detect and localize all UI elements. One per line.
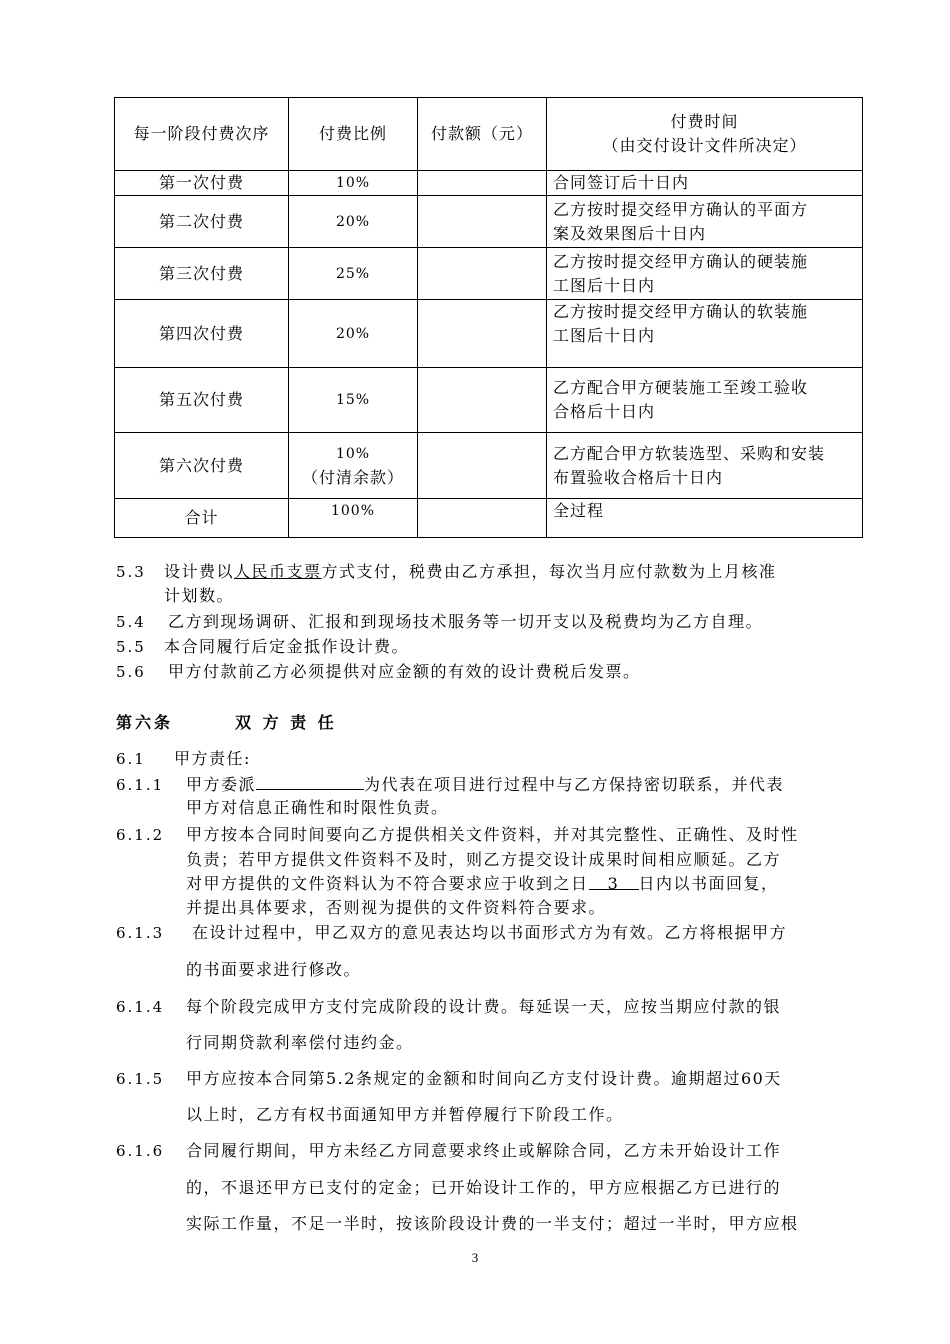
clause-number: 6.1.2 — [116, 826, 165, 844]
clause-number: 6.1.1 — [116, 776, 165, 794]
clause-text: 甲方应按本合同第5.2条规定的金额和时间向乙方支付设计费。逾期超过60天 — [186, 1069, 782, 1088]
section-6-1 — [116, 748, 251, 770]
clause-number: 6.1.5 — [116, 1070, 165, 1088]
representative-blank — [256, 773, 364, 790]
row-time — [547, 171, 863, 196]
row-amount — [418, 248, 547, 300]
clause-6-1-2 — [116, 824, 799, 846]
header-order: 每一阶段付费次序 — [115, 98, 289, 171]
clause-text: 本合同履行后定金抵作设计费。 — [164, 637, 410, 656]
row-time-line1: 乙方按时提交经甲方确认的平面方 — [553, 199, 809, 219]
clause-6-1-2-line3 — [186, 873, 779, 895]
clause-number: 5.3 — [116, 563, 146, 581]
article-6-heading — [116, 710, 337, 733]
clause-number: 6.1.3 — [116, 924, 165, 942]
clause-6-1-1-continued: 甲方对信息正确性和时限性负责。 — [186, 798, 449, 817]
payment-method-underlined: 人民币支票 — [234, 562, 322, 581]
clause-number: 6.1.4 — [116, 998, 165, 1016]
row-order: 第四次付费 — [115, 300, 289, 368]
row-time-line2: 布置验收合格后十日内 — [553, 467, 724, 487]
row-time-line2: 合格后十日内 — [553, 402, 656, 421]
table-total-row — [115, 499, 863, 538]
clause-text: 对甲方提供的文件资料认为不符合要求应于收到之日 — [186, 874, 589, 893]
clause-text: 每个阶段完成甲方支付完成阶段的设计费。每延误一天，应按当期应付款的银 — [186, 997, 782, 1016]
clause-6-1-1 — [116, 773, 784, 796]
row-order: 第二次付费 — [115, 196, 289, 248]
table-row — [115, 368, 863, 433]
clause-5-4 — [116, 611, 763, 633]
row-ratio: 25% — [289, 248, 418, 300]
clause-text: 合同履行期间，甲方未经乙方同意要求终止或解除合同，乙方未开始设计工作 — [186, 1141, 782, 1160]
row-amount — [418, 368, 547, 433]
row-time — [547, 248, 863, 300]
row-order: 第五次付费 — [115, 368, 289, 433]
row-ratio: 20% — [289, 300, 418, 368]
clause-6-1-4-line2: 行同期贷款利率偿付违约金。 — [186, 1033, 414, 1052]
payment-schedule-table — [114, 97, 863, 538]
clause-text: 甲方付款前乙方必须提供对应金额的有效的设计费税后发票。 — [168, 662, 641, 681]
clause-number: 6.1.6 — [116, 1142, 165, 1160]
row-time-line1: 乙方按时提交经甲方确认的软装施 — [553, 302, 809, 321]
clause-text: 甲方按本合同时间要向乙方提供相关文件资料，并对其完整性、正确性、及时性 — [186, 825, 799, 844]
table-row — [115, 171, 863, 196]
row-amount — [418, 499, 547, 538]
row-order: 第一次付费 — [115, 171, 289, 196]
row-time-line1: 乙方配合甲方软装选型、采购和安装 — [553, 443, 826, 463]
row-ratio: 100% — [289, 499, 418, 538]
clause-number: 5.5 — [116, 638, 146, 656]
clause-6-1-5 — [116, 1068, 782, 1090]
clause-text: 方式支付，税费由乙方承担，每次当月应付款数为上月核准 — [321, 562, 777, 581]
row-time — [547, 368, 863, 433]
clause-6-1-6-line2: 的，不退还甲方已支付的定金；已开始设计工作的，甲方应根据乙方已进行的 — [186, 1178, 782, 1197]
row-time-line1: 乙方配合甲方硬装施工至竣工验收 — [553, 378, 809, 397]
row-time-line1: 乙方按时提交经甲方确认的硬装施 — [553, 251, 809, 271]
row-time-line1: 合同签订后十日内 — [553, 173, 690, 192]
clause-text: 日内以书面回复， — [638, 874, 779, 893]
reply-days-value: 3 — [589, 873, 639, 890]
row-ratio: 10% — [289, 171, 418, 196]
header-time — [547, 98, 863, 171]
clause-6-1-2-line2: 负责；若甲方提供文件资料不及时，则乙方提交设计成果时间相应顺延。乙方 — [186, 850, 782, 869]
row-time-line2: 工图后十日内 — [553, 275, 656, 295]
clause-text: 乙方到现场调研、汇报和到现场技术服务等一切开支以及税费均为乙方自理。 — [168, 612, 764, 631]
row-time-line2: 案及效果图后十日内 — [553, 223, 707, 243]
clause-5-6 — [116, 661, 641, 683]
table-row — [115, 433, 863, 499]
clause-number: 5.6 — [116, 663, 146, 681]
row-amount — [418, 433, 547, 499]
table-row — [115, 196, 863, 248]
row-time-line1: 全过程 — [553, 501, 605, 520]
table-row — [115, 248, 863, 300]
row-ratio: 20% — [289, 196, 418, 248]
row-ratio: 15% — [289, 368, 418, 433]
clause-6-1-6-line3: 实际工作量，不足一半时，按该阶段设计费的一半支付；超过一半时，甲方应根 — [186, 1214, 799, 1233]
table-header-row — [115, 98, 863, 171]
header-ratio: 付费比例 — [289, 98, 418, 171]
row-ratio-value: 10% — [335, 445, 371, 462]
row-time — [547, 300, 863, 368]
page-number: 3 — [471, 1250, 479, 1265]
clause-5-5 — [116, 636, 409, 658]
header-amount: 付款额（元） — [418, 98, 547, 171]
row-time — [547, 433, 863, 499]
row-ratio-note: （付清余款） — [301, 467, 404, 487]
clause-6-1-3 — [116, 922, 787, 944]
clause-6-1-6 — [116, 1140, 781, 1162]
clause-text: 甲方责任: — [174, 749, 251, 768]
row-ratio — [289, 433, 418, 499]
clause-text: 甲方委派 — [186, 775, 257, 794]
clause-5-3-continued: 计划数。 — [164, 586, 235, 605]
row-amount — [418, 196, 547, 248]
row-time — [547, 196, 863, 248]
clause-6-1-5-line2: 以上时，乙方有权书面通知甲方并暂停履行下阶段工作。 — [186, 1105, 624, 1124]
row-amount — [418, 300, 547, 368]
header-time-line2: （由交付设计文件所决定） — [602, 136, 807, 155]
clause-text: 设计费以 — [164, 562, 235, 581]
clause-number: 5.4 — [116, 613, 146, 631]
clause-number: 6.1 — [116, 750, 146, 768]
clause-6-1-3-line2: 的书面要求进行修改。 — [186, 960, 362, 979]
table-row — [115, 300, 863, 368]
row-order: 合计 — [115, 499, 289, 538]
clause-text: 为代表在项目进行过程中与乙方保持密切联系，并代表 — [364, 775, 785, 794]
clause-6-1-2-line4: 并提出具体要求，否则视为提供的文件资料符合要求。 — [186, 898, 607, 917]
row-time — [547, 499, 863, 538]
row-amount — [418, 171, 547, 196]
article-title: 双 方 责 任 — [235, 713, 337, 732]
article-number: 第六条 — [116, 713, 174, 732]
row-order: 第三次付费 — [115, 248, 289, 300]
clause-5-3 — [116, 561, 777, 583]
clause-text: 在设计过程中，甲乙双方的意见表达均以书面形式方为有效。乙方将根据甲方 — [192, 923, 788, 942]
clause-6-1-4 — [116, 996, 781, 1018]
row-time-line2: 工图后十日内 — [553, 326, 656, 345]
header-time-line1: 付费时间 — [670, 112, 739, 131]
row-order: 第六次付费 — [115, 433, 289, 499]
